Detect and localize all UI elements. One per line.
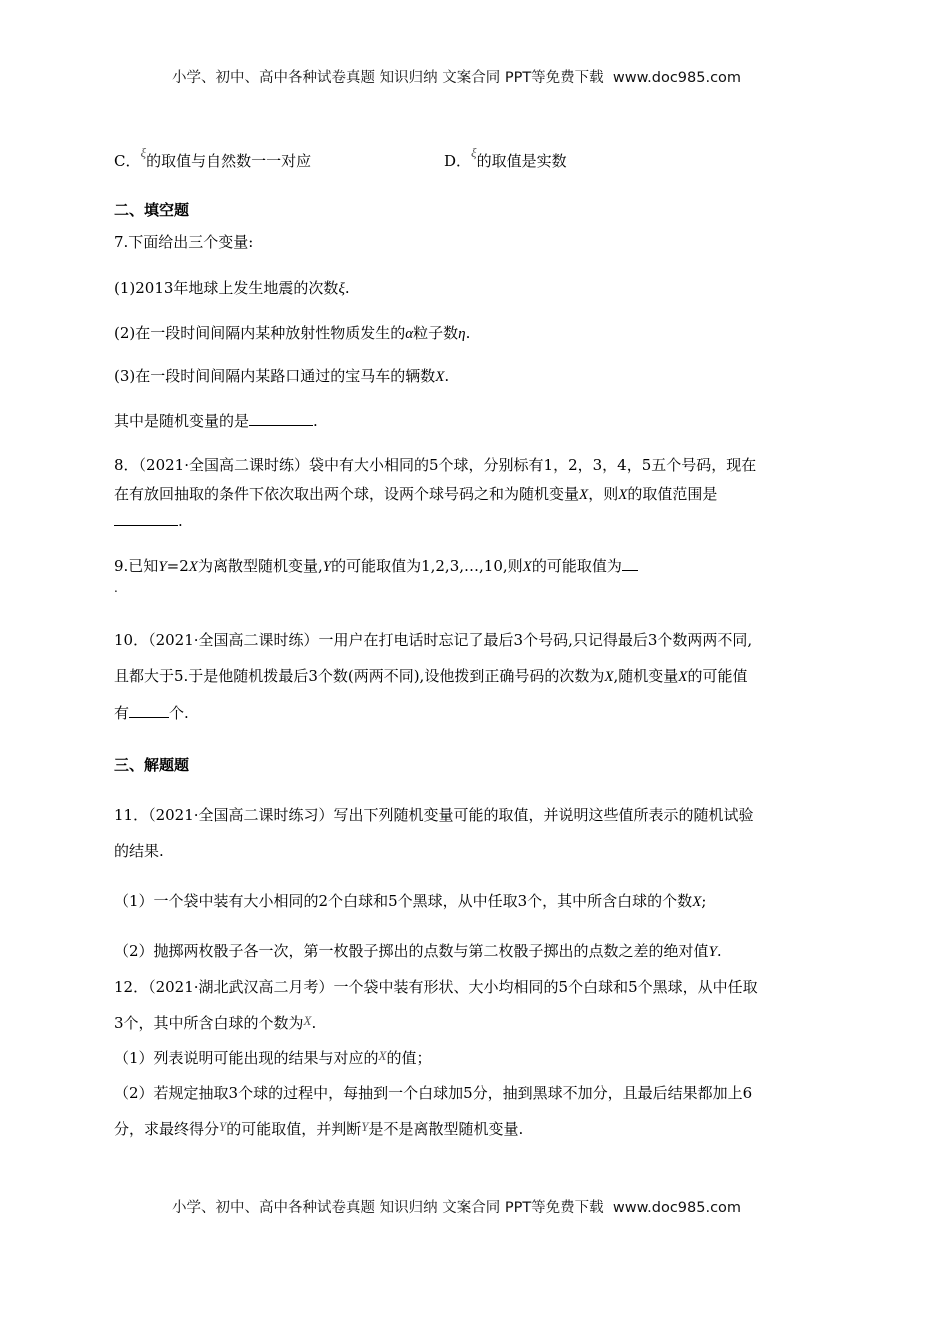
xi-symbol: ξ — [140, 145, 147, 160]
xi-symbol: ξ — [471, 145, 477, 160]
question-10-line-1: 10．（2021·全国高二课时练）一用户在打电话时忘记了最后3个号码,只记得最后3个数两两不同, — [114, 631, 753, 649]
header-text: 小学、初中、高中各种试卷真题 知识归纳 文案合同 PPT等免费下载 — [172, 70, 604, 86]
header-url: www.doc985.com — [612, 70, 742, 86]
question-8-line-1: 8．（2021·全国高二课时练）袋中有大小相同的5个球，分别标有1，2，3，4，5五个号码，现在 — [114, 456, 757, 474]
question-8-line-3: . — [114, 511, 183, 530]
answer-blank[interactable] — [114, 511, 178, 526]
footer-url: www.doc985.com — [612, 1200, 742, 1216]
page-header — [172, 66, 741, 87]
question-7-item-2: (2)在一段时间间隔内某种放射性物质发生的α粒子数η. — [114, 324, 471, 342]
answer-blank[interactable] — [622, 556, 638, 571]
page-footer — [172, 1196, 741, 1217]
question-9-dot: . — [114, 581, 118, 595]
question-11-line-2: 的结果. — [114, 842, 164, 860]
question-7-item-1: (1)2013年地球上发生地震的次数ξ. — [114, 279, 350, 297]
question-9: 9.已知Y=2X为离散型随机变量,Y的可能取值为1,2,3,…,10,则X的可能取值为 — [114, 555, 638, 576]
question-12-sub-2-line-1: （2）若规定抽取3个球的过程中，每抽到一个白球加5分，抽到黑球不加分，且最后结果都加上6 — [114, 1084, 753, 1102]
question-12-line-1: 12．（2021·湖北武汉高二月考）一个袋中装有形状、大小均相同的5个白球和5个黑球，从中任取 — [114, 978, 758, 996]
question-11-line-1: 11．（2021·全国高二课时练习）写出下列随机变量可能的取值，并说明这些值所表示的随机试验 — [114, 806, 754, 824]
question-12-sub-2-line-2: 分，求最终得分Y的可能取值，并判断Y是不是离散型随机变量. — [114, 1119, 524, 1138]
question-12-line-2: 3个，其中所含白球的个数为X. — [114, 1013, 317, 1032]
option-c: C．ξ的取值与自然数一一对应 — [114, 145, 312, 170]
question-11-sub-2: （2）抛掷两枚骰子各一次，第一枚骰子掷出的点数与第二枚骰子掷出的点数之差的绝对值Y. — [114, 942, 722, 960]
question-7-stem: 7.下面给出三个变量: — [114, 233, 254, 251]
answer-blank[interactable] — [249, 411, 313, 426]
question-10-line-3: 有 个. — [114, 704, 189, 722]
answer-blank[interactable] — [129, 703, 169, 718]
option-d: D．ξ的取值是实数 — [444, 145, 567, 170]
question-11-sub-1: （1）一个袋中装有大小相同的2个白球和5个黑球，从中任取3个，其中所含白球的个数X; — [114, 892, 707, 910]
question-10-line-2: 且都大于5.于是他随机拨最后3个数(两两不同),设他拨到正确号码的次数为X,随机变量X的可能值 — [114, 667, 748, 685]
question-7-ask: 其中是随机变量的是 . — [114, 412, 318, 430]
question-12-sub-1: （1）列表说明可能出现的结果与对应的X的值； — [114, 1048, 432, 1067]
footer-text: 小学、初中、高中各种试卷真题 知识归纳 文案合同 PPT等免费下载 — [172, 1200, 604, 1216]
section-heading-fill-in: 二、填空题 — [114, 201, 190, 219]
question-7-item-3: (3)在一段时间间隔内某路口通过的宝马车的辆数X. — [114, 367, 450, 385]
section-heading-solutions: 三、解题题 — [114, 756, 190, 774]
question-8-line-2: 在有放回抽取的条件下依次取出两个球，设两个球号码之和为随机变量X，则X的取值范围是 — [114, 485, 718, 503]
